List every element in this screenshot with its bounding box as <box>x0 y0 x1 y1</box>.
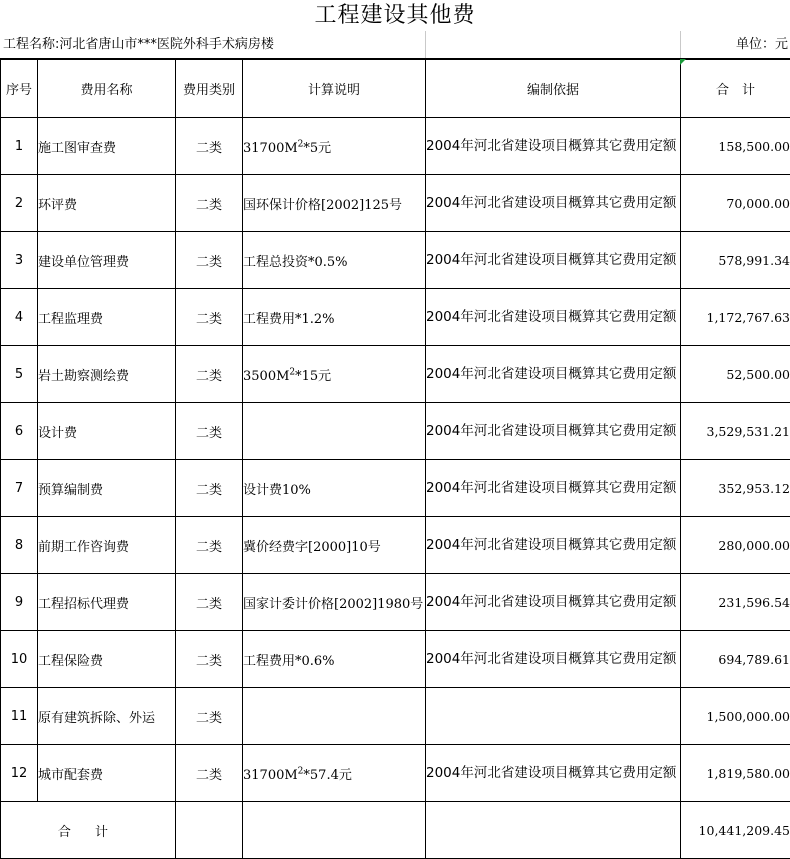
row-calc[interactable] <box>243 460 426 517</box>
empty-cell[interactable] <box>426 802 681 859</box>
header-category: 费用类别 <box>176 60 243 118</box>
row-category[interactable]: 二类 <box>176 574 243 631</box>
row-fee-name[interactable]: 工程监理费 <box>38 289 176 346</box>
row-basis[interactable]: 2004年河北省建设项目概算其它费用定额 <box>426 745 681 802</box>
table-row <box>1 517 790 574</box>
row-calc[interactable] <box>243 745 426 802</box>
header-calc: 计算说明 <box>243 60 426 118</box>
row-amount[interactable]: 694,789.61 <box>681 631 790 688</box>
row-number[interactable]: 7 <box>1 460 38 517</box>
row-calc[interactable] <box>243 232 426 289</box>
row-number[interactable]: 9 <box>1 574 38 631</box>
row-basis[interactable]: 2004年河北省建设项目概算其它费用定额 <box>426 232 681 289</box>
row-fee-name[interactable]: 环评费 <box>38 175 176 232</box>
row-basis[interactable]: 2004年河北省建设项目概算其它费用定额 <box>426 175 681 232</box>
table-row <box>1 745 790 802</box>
row-number[interactable]: 8 <box>1 517 38 574</box>
header-basis: 编制依据 <box>426 60 681 118</box>
row-calc[interactable] <box>243 118 426 175</box>
total-label: 合 计 <box>1 802 176 859</box>
row-category[interactable]: 二类 <box>176 232 243 289</box>
table-row <box>1 346 790 403</box>
cost-table <box>0 59 790 859</box>
total-amount[interactable]: 10,441,209.45 <box>681 802 790 859</box>
row-calc[interactable] <box>243 688 426 745</box>
row-amount[interactable]: 280,000.00 <box>681 517 790 574</box>
row-amount[interactable]: 352,953.12 <box>681 460 790 517</box>
table-row <box>1 460 790 517</box>
row-calc[interactable] <box>243 517 426 574</box>
row-category[interactable]: 二类 <box>176 631 243 688</box>
header-amount: 合 计 <box>681 60 790 118</box>
calc-text: 工程费用*1.2% <box>243 312 335 327</box>
row-amount[interactable]: 578,991.34 <box>681 232 790 289</box>
calc-text: 国环保计价格[2002]125号 <box>243 198 402 213</box>
row-category[interactable]: 二类 <box>176 745 243 802</box>
table-row <box>1 175 790 232</box>
calc-text: 31700M <box>243 768 298 783</box>
table-header <box>1 60 790 118</box>
calc-text: 31700M <box>243 141 298 156</box>
row-calc[interactable] <box>243 631 426 688</box>
row-amount[interactable]: 52,500.00 <box>681 346 790 403</box>
row-category[interactable]: 二类 <box>176 403 243 460</box>
empty-cell[interactable] <box>243 802 426 859</box>
row-fee-name[interactable]: 岩土勘察测绘费 <box>38 346 176 403</box>
row-number[interactable]: 12 <box>1 745 38 802</box>
row-basis[interactable]: 2004年河北省建设项目概算其它费用定额 <box>426 403 681 460</box>
calc-text: 设计费10% <box>243 483 311 498</box>
row-number[interactable]: 10 <box>1 631 38 688</box>
row-basis[interactable]: 2004年河北省建设项目概算其它费用定额 <box>426 289 681 346</box>
row-number[interactable]: 1 <box>1 118 38 175</box>
row-category[interactable]: 二类 <box>176 289 243 346</box>
header-no: 序号 <box>1 60 38 118</box>
calc-text: 工程费用*0.6% <box>243 654 335 669</box>
row-calc[interactable] <box>243 403 426 460</box>
row-amount[interactable]: 1,500,000.00 <box>681 688 790 745</box>
project-info-row <box>0 31 790 59</box>
row-calc[interactable] <box>243 574 426 631</box>
row-category[interactable]: 二类 <box>176 175 243 232</box>
table-row <box>1 574 790 631</box>
row-category[interactable]: 二类 <box>176 118 243 175</box>
row-basis[interactable]: 2004年河北省建设项目概算其它费用定额 <box>426 118 681 175</box>
table-row <box>1 232 790 289</box>
calc-superscript: 2 <box>298 766 304 776</box>
row-fee-name[interactable]: 设计费 <box>38 403 176 460</box>
table-row <box>1 403 790 460</box>
row-basis[interactable]: 2004年河北省建设项目概算其它费用定额 <box>426 460 681 517</box>
row-fee-name[interactable]: 工程招标代理费 <box>38 574 176 631</box>
calc-text: 3500M <box>243 369 289 384</box>
row-number[interactable]: 6 <box>1 403 38 460</box>
row-fee-name[interactable]: 工程保险费 <box>38 631 176 688</box>
table-row <box>1 289 790 346</box>
calc-superscript: 2 <box>289 367 295 377</box>
calc-text-suffix: *57.4元 <box>303 768 351 783</box>
row-basis[interactable]: 2004年河北省建设项目概算其它费用定额 <box>426 517 681 574</box>
page-title: 工程建设其他费 <box>0 0 790 31</box>
header-name: 费用名称 <box>38 60 176 118</box>
table-row <box>1 688 790 745</box>
calc-text: 国家计委计价格[2002]1980号 <box>243 597 423 612</box>
calc-superscript: 2 <box>298 139 304 149</box>
table-row <box>1 118 790 175</box>
row-fee-name[interactable]: 前期工作咨询费 <box>38 517 176 574</box>
row-category[interactable]: 二类 <box>176 688 243 745</box>
row-fee-name[interactable]: 建设单位管理费 <box>38 232 176 289</box>
cell-divider <box>425 31 426 58</box>
row-fee-name[interactable]: 原有建筑拆除、外运 <box>38 688 176 745</box>
total-row <box>1 802 790 859</box>
row-fee-name[interactable]: 施工图审查费 <box>38 118 176 175</box>
row-amount[interactable]: 70,000.00 <box>681 175 790 232</box>
row-basis[interactable]: 2004年河北省建设项目概算其它费用定额 <box>426 574 681 631</box>
unit-label: 单位：元 <box>736 31 788 59</box>
row-fee-name[interactable]: 城市配套费 <box>38 745 176 802</box>
row-amount[interactable]: 1,819,580.00 <box>681 745 790 802</box>
calc-text: 冀价经费字[2000]10号 <box>243 540 381 555</box>
row-calc[interactable] <box>243 175 426 232</box>
row-fee-name[interactable]: 预算编制费 <box>38 460 176 517</box>
empty-cell[interactable] <box>176 802 243 859</box>
row-category[interactable]: 二类 <box>176 517 243 574</box>
row-amount[interactable]: 158,500.00 <box>681 118 790 175</box>
row-amount[interactable]: 231,596.54 <box>681 574 790 631</box>
project-name: 工程名称:河北省唐山市***医院外科手术病房楼 <box>3 31 274 59</box>
row-basis[interactable] <box>426 688 681 745</box>
row-calc[interactable] <box>243 289 426 346</box>
row-number[interactable]: 11 <box>1 688 38 745</box>
table-row <box>1 631 790 688</box>
row-category[interactable]: 二类 <box>176 346 243 403</box>
row-number[interactable]: 4 <box>1 289 38 346</box>
row-amount[interactable]: 3,529,531.21 <box>681 403 790 460</box>
calc-text-suffix: *15元 <box>295 369 331 384</box>
row-basis[interactable]: 2004年河北省建设项目概算其它费用定额 <box>426 631 681 688</box>
row-amount[interactable]: 1,172,767.63 <box>681 289 790 346</box>
cell-divider <box>680 31 681 58</box>
row-number[interactable]: 3 <box>1 232 38 289</box>
row-category[interactable]: 二类 <box>176 460 243 517</box>
calc-text: 工程总投资*0.5% <box>243 255 348 270</box>
row-number[interactable]: 2 <box>1 175 38 232</box>
cell-comment-marker <box>680 59 686 65</box>
row-basis[interactable]: 2004年河北省建设项目概算其它费用定额 <box>426 346 681 403</box>
row-number[interactable]: 5 <box>1 346 38 403</box>
row-calc[interactable] <box>243 346 426 403</box>
calc-text-suffix: *5元 <box>303 141 331 156</box>
